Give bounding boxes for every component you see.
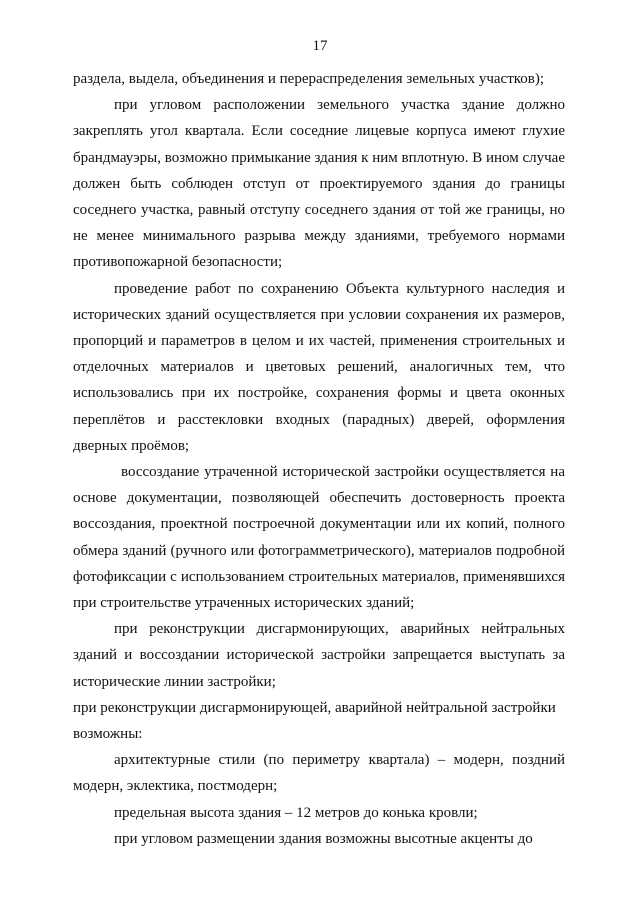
paragraph-architectural-styles: архитектурные стили (по периметру квартала) – модерн, поздний модерн, эклектика, постмодерн; <box>73 752 565 795</box>
document-body <box>73 66 565 852</box>
paragraph-height-limit: предельная высота здания – 12 метров до конька кровли; <box>114 804 478 821</box>
paragraph-corner-accents: при угловом размещении здания возможны высотные акценты до <box>114 830 533 847</box>
paragraph-building-lines: при реконструкции дисгармонирующих, аварийных нейтральных зданий и воссоздании исторической застройки запрещается выступать за исторические линии застройки; <box>73 621 565 690</box>
paragraph-reconstruction-options: при реконструкции дисгармонирующей, аварийной нейтральной застройки возможны: <box>73 699 556 743</box>
paragraph-reconstruction-lost-buildings: воссоздание утраченной исторической застройки осуществляется на основе документации, позволяющей обеспечить достоверность проекта воссоздания, проектной построечной документации или их копий, полного обмера зданий (ручного или фотограмметрического), материалов подробной фотофиксации с использованием строительных материалов, применявшихся при строительстве утраченных исторических зданий; <box>73 464 565 612</box>
page-number: 17 <box>312 38 328 54</box>
paragraph-land-plots: раздела, выдела, объединения и перераспределения земельных участков); <box>73 71 545 87</box>
paragraph-corner-placement: при угловом расположении земельного участка здание должно закреплять угол квартала. Если соседние лицевые корпуса имеют глухие брандмауэры, возможно примыкание здания к ним вплотную. В ином случае должен быть соблюден отступ от проектируемого здания до границы соседнего участка, равный отступу соседнего здания от той же границы, но не менее минимального разрыва между зданиями, требуемого нормами противопожарной безопасности; <box>73 97 565 271</box>
paragraph-heritage-preservation: проведение работ по сохранению Объекта культурного наследия и исторических зданий осуществляется при условии сохранения их размеров, пропорций и параметров в целом и их частей, применения строительных и отделочных материалов и цветовых решений, аналогичных тем, что использовались при их постройке, сохранения формы и цвета оконных переплётов и расстекловки входных (парадных) дверей, оформления дверных проёмов; <box>73 280 565 454</box>
